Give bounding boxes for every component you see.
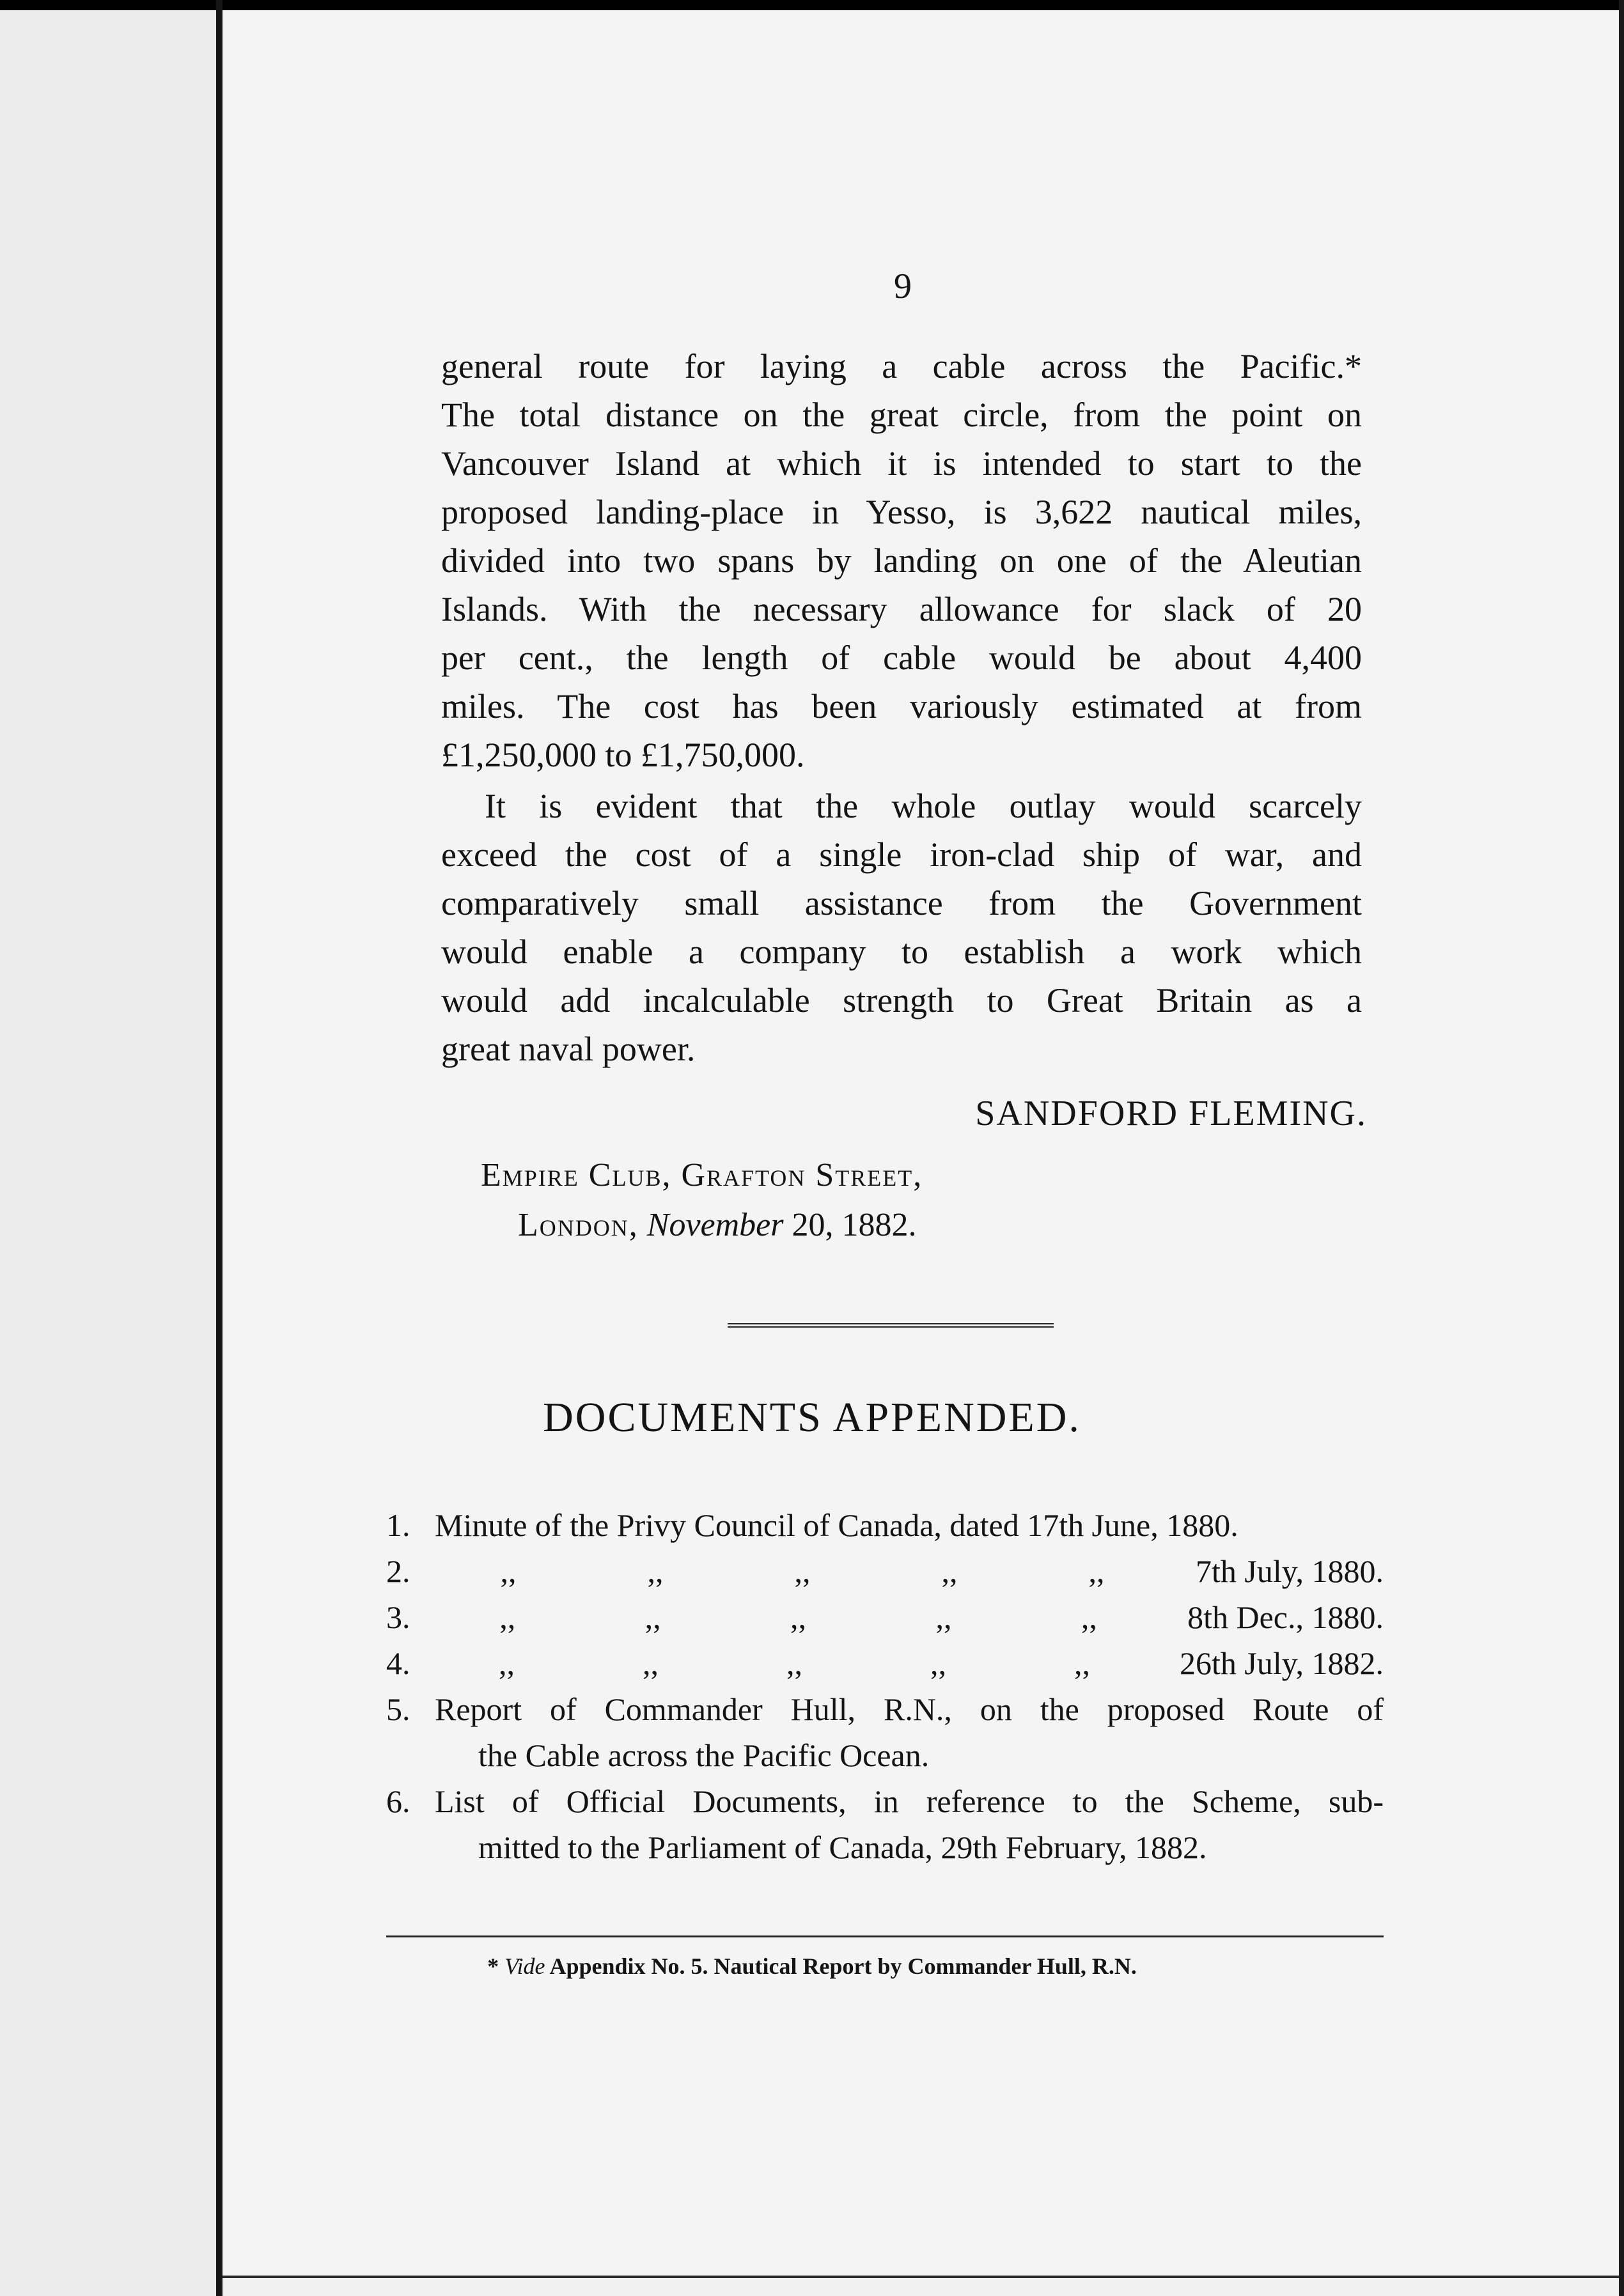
item-number: 3. — [386, 1599, 410, 1635]
text-line: per cent., the length of cable would be about 4,400 — [441, 639, 1362, 677]
section-title: DOCUMENTS APPENDED. — [543, 1394, 1081, 1441]
ditto-mark: ,, — [786, 1645, 802, 1681]
text-line: Islands. With the necessary allowance for slack of 20 — [441, 590, 1362, 628]
footnote — [0, 1953, 1624, 1980]
ditto-mark: ,, — [499, 1599, 516, 1635]
footnote-vide: Vide — [504, 1953, 545, 1979]
ditto-mark: ,, — [935, 1599, 952, 1635]
page-number: 9 — [894, 267, 912, 306]
address-block — [481, 1151, 923, 1250]
text-line: £1,250,000 to £1,750,000. — [441, 736, 805, 774]
ditto-mark: ,, — [790, 1599, 807, 1635]
ditto-row — [435, 1640, 1384, 1686]
paragraph-1 — [441, 342, 1362, 779]
list-item — [386, 1594, 1384, 1640]
text-line: would add incalculable strength to Great Britain as a — [441, 981, 1362, 1020]
ditto-row — [435, 1594, 1384, 1640]
item-number: 1. — [386, 1507, 410, 1543]
text-line: great naval power. — [441, 1030, 696, 1068]
text-line: divided into two spans by landing on one of the Aleutian — [441, 541, 1362, 580]
item-text: Minute of the Privy Council of Canada, dated 17th June, 1880. — [435, 1507, 1238, 1543]
footnote-marker: * — [487, 1953, 505, 1979]
right-scan-border — [1619, 0, 1624, 2296]
text-line: Vancouver Island at which it is intended to start to the — [441, 444, 1362, 483]
text-line: exceed the cost of a single iron-clad ship of war, and — [441, 835, 1362, 874]
ditto-marks — [435, 1640, 1180, 1686]
text-line: proposed landing-place in Yesso, is 3,622 nautical miles, — [441, 493, 1362, 531]
ditto-marks — [435, 1594, 1187, 1640]
text-line: miles. The cost has been variously estimated at from — [441, 687, 1362, 725]
ditto-mark: ,, — [643, 1645, 659, 1681]
bottom-scan-border — [223, 2276, 1619, 2278]
item-text-continued: mitted to the Parliament of Canada, 29th February, 1882. — [478, 1829, 1207, 1865]
item-date: 26th July, 1882. — [1180, 1645, 1384, 1681]
footnote-text: Appendix No. 5. Nautical Report by Commander Hull, R.N. — [545, 1953, 1137, 1979]
ditto-mark: ,, — [1074, 1645, 1090, 1681]
documents-list — [386, 1502, 1384, 1870]
address-line: Empire Club, Grafton Street, — [481, 1157, 923, 1193]
text-line: It is evident that the whole outlay would scarcely — [485, 787, 1362, 825]
ditto-mark: ,, — [930, 1645, 946, 1681]
top-scan-border — [0, 0, 1624, 10]
list-item — [386, 1686, 1384, 1778]
item-number: 2. — [386, 1553, 410, 1589]
ditto-row — [435, 1548, 1384, 1594]
signature: SANDFORD FLEMING. — [975, 1094, 1367, 1133]
ditto-mark: ,, — [499, 1645, 515, 1681]
ditto-mark: ,, — [644, 1599, 661, 1635]
text-line: The total distance on the great circle, from the point on — [441, 396, 1362, 434]
text-line: comparatively small assistance from the Government — [441, 884, 1362, 922]
text-line: would enable a company to establish a work which — [441, 933, 1362, 971]
list-item — [386, 1548, 1384, 1594]
footnote-rule — [386, 1935, 1384, 1937]
date-month: November — [646, 1207, 784, 1243]
item-date: 7th July, 1880. — [1196, 1553, 1384, 1589]
date-line — [481, 1200, 923, 1250]
item-date: 8th Dec., 1880. — [1187, 1599, 1384, 1635]
ditto-marks — [435, 1548, 1196, 1594]
item-number: 4. — [386, 1645, 410, 1681]
ditto-mark: ,, — [647, 1553, 664, 1589]
ditto-mark: ,, — [1088, 1553, 1105, 1589]
body-text — [441, 342, 1362, 1073]
page-gutter — [216, 0, 223, 2296]
text-line: general route for laying a cable across the Pacific.* — [441, 347, 1362, 385]
ditto-mark: ,, — [941, 1553, 958, 1589]
ditto-mark: ,, — [794, 1553, 811, 1589]
item-number: 5. — [386, 1691, 410, 1727]
list-item — [386, 1502, 1384, 1548]
date-rest: 20, 1882. — [792, 1207, 917, 1243]
ditto-mark: ,, — [500, 1553, 517, 1589]
item-text: List of Official Documents, in reference to the Scheme, sub- — [435, 1783, 1384, 1819]
ditto-mark: ,, — [1081, 1599, 1097, 1635]
item-text: Report of Commander Hull, R.N., on the proposed Route of — [435, 1691, 1384, 1727]
item-number: 6. — [386, 1783, 410, 1819]
item-text-continued: the Cable across the Pacific Ocean. — [478, 1737, 930, 1773]
list-item — [386, 1778, 1384, 1870]
list-item — [386, 1640, 1384, 1686]
city: London, — [518, 1207, 639, 1243]
paragraph-2 — [441, 782, 1362, 1073]
section-divider — [728, 1323, 1054, 1328]
